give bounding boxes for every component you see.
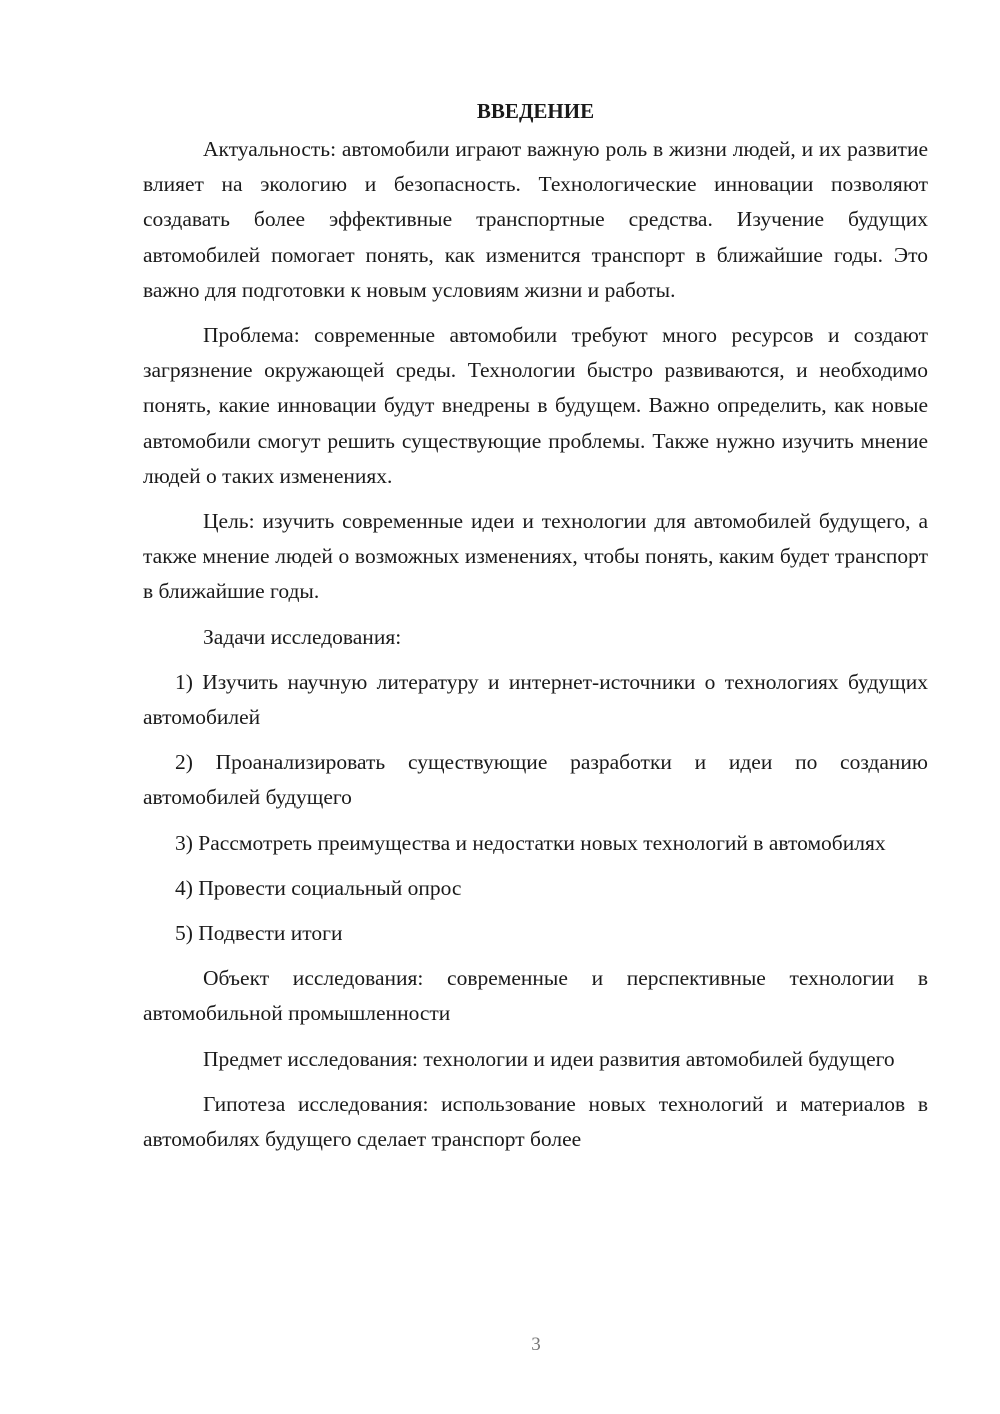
paragraph-relevance: Актуальность: автомобили играют важную роль в жизни людей, и их развитие влияет на экологию и безопасность. Технологические инновации позволяют создавать более эффективные транспортные средства. Изучение будущих автомобилей помогает понять, как изменится транспорт в ближайшие годы. Это важно для подготовки к новым условиям жизни и работы. [143, 137, 928, 302]
paragraph-hypothesis: Гипотеза исследования: использование новых технологий и материалов в автомобилях будущего сделает транспорт более [143, 1091, 928, 1152]
page-number: 3 [531, 1334, 541, 1355]
paragraph-tasks-heading: Задачи исследования: [203, 624, 402, 649]
list-item: 4) Провести социальный опрос [175, 875, 462, 900]
paragraph-problem: Проблема: современные автомобили требуют много ресурсов и создают загрязнение окружающей среды. Технологии быстро развиваются, и необходимо понять, какие инновации будут внедрены в будущем. Важно определить, как новые автомобили смогут решить существующие проблемы. Также нужно изучить мнение людей о таких изменениях. [143, 323, 928, 488]
list-item: 1) Изучить научную литературу и интернет-источники о технологиях будущих автомобилей [143, 669, 928, 730]
paragraph-object: Объект исследования: современные и перспективные технологии в автомобильной промышленности [143, 966, 928, 1026]
list-item: 2) Проанализировать существующие разработки и идеи по созданию автомобилей будущего [143, 750, 928, 810]
list-item: 3) Рассмотреть преимущества и недостатки новых технологий в автомобилях [175, 830, 886, 855]
paragraph-goal: Цель: изучить современные идеи и технологии для автомобилей будущего, а также мнение людей о возможных изменениях, чтобы понять, каким будет транспорт в ближайшие годы. [143, 509, 928, 604]
section-title: ВВЕДЕНИЕ [476, 99, 595, 123]
paragraph-subject: Предмет исследования: технологии и идеи развития автомобилей будущего [203, 1046, 895, 1071]
list-item: 5) Подвести итоги [175, 921, 343, 946]
document-page [143, 90, 928, 1167]
